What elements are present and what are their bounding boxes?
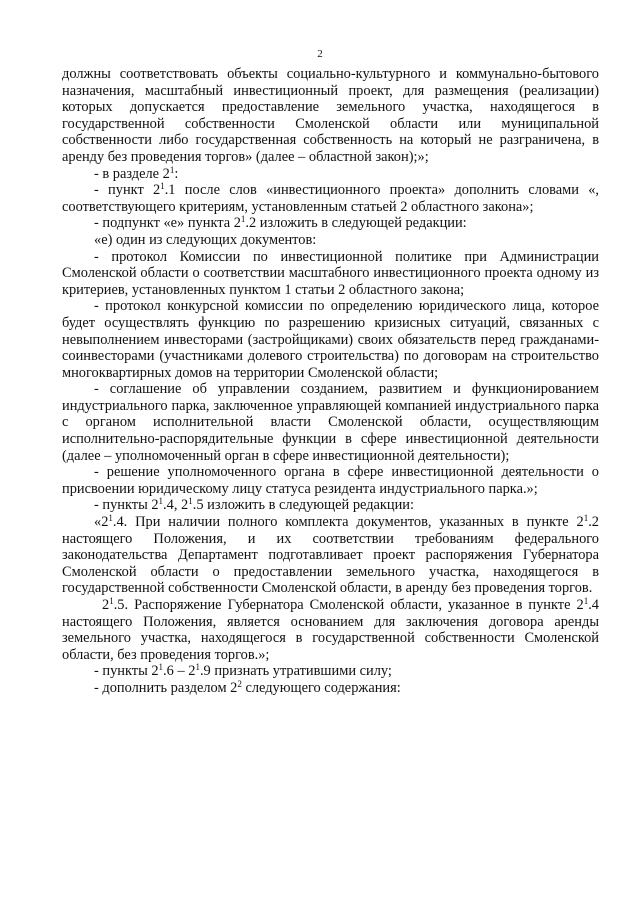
superscript: 1 [109,596,114,606]
text-run: .4, 2 [163,497,189,514]
paragraph-p1 [62,66,599,166]
paragraph-p13 [62,663,599,680]
document-body [62,66,599,697]
paragraph-p10 [62,497,599,514]
text-run: - пункты 2 [94,497,159,514]
paragraph-p9 [62,464,599,497]
text-run: - протокол конкурсной комиссии по определению юридического лица, которое будет осуществлять функцию по разрешению кризисных ситуаций, связанных с невыполнением инвесторами (застройщиками) своих обязательств перед гражданами-соинвесторами (участниками долевого строительства) по договорам на строительство многоквартирных домов на территории Смоленской области; [62,298,599,381]
paragraph-p12 [62,597,599,663]
text-run: .5. Распоряжение Губернатора Смоленской области, указанное в пункте 2 [113,597,584,613]
text-run: «2 [94,514,109,531]
paragraph-p14 [62,680,599,697]
page-number: 2 [317,48,323,60]
text-run: .1 после слов «инвестиционного проекта» дополнить словами «, соответствующего критериям, установленным статьей 2 областного закона»; [62,182,599,215]
superscript: 1 [108,513,113,524]
paragraph-p2 [62,166,599,183]
paragraph-p5 [62,232,599,249]
text-run: - соглашение об управлении созданием, развитием и функционированием индустриального парка, заключенное управляющей компанией индустриального парка с органом исполнительной власти Смоленской области, осуществляющим исполнительно-распорядительные функции в сфере инвестиционной деятельности (далее – уполномоченный орган в сфере инвестиционной деятельности); [62,381,599,464]
text-run: : [174,165,179,182]
paragraph-p3 [62,182,599,215]
superscript: 1 [188,496,193,507]
text-run: «е) один из следующих документов: [94,231,317,248]
superscript: 1 [583,513,589,524]
superscript: 2 [237,678,242,689]
superscript: 1 [240,214,246,225]
superscript: 1 [583,596,589,606]
paragraph-p11 [62,514,599,597]
text-run: .9 признать утратившими силу; [199,663,392,680]
text-run: 2 [102,597,110,613]
text-run: - пункты 2 [94,663,159,680]
text-run: .5 изложить в следующей редакции: [192,497,415,514]
text-run: .4 настоящего Положения, является основанием для заключения договора аренды земельного участка, находящегося в государственной собственности Смоленской области, без проведения торгов.»; [62,597,599,663]
superscript: 1 [158,662,164,673]
text-run: .2 изложить в следующей редакции: [245,215,467,232]
text-run: - подпункт «е» пункта 2 [94,215,241,232]
text-run: .6 – 2 [163,663,196,680]
text-run: - дополнить разделом 2 [94,679,238,696]
superscript: 1 [160,181,165,192]
paragraph-p4 [62,215,599,232]
text-run: .2 настоящего Положения, и их соответствии требованиям федерального законодательства Департамент подготавливает проект распоряжения Губернатора Смоленской области о предоставлении земельного участка, находящегося в государственной собственности Смоленской области, в аренду без проведения торгов. [62,514,599,597]
superscript: 1 [158,496,164,507]
paragraph-p7 [62,298,599,381]
text-run: - в разделе 2 [94,165,170,182]
superscript: 1 [195,662,200,673]
text-run: .4. При наличии полного комплекта документов, указанных в пункте 2 [112,514,584,531]
text-run: - пункт 2 [94,182,161,199]
text-run: следующего содержания: [241,679,401,696]
text-run: - протокол Комиссии по инвестиционной политике при Администрации Смоленской области о соответствии масштабного инвестиционного проекта одному из критериев, установленных пунктом 1 статьи 2 областного закона; [62,248,599,298]
superscript: 1 [169,164,175,175]
text-run: должны соответствовать объекты социально-культурного и коммунально-бытового назначения, масштабный инвестиционный проект, для размещения (реализации) которых допускается предоставление земельного участка, находящегося в государственной собственности Смоленской области или муниципальной собственности либо государственная собственность на который не разграничена, в аренду без проведения торгов» (далее – областной закон);»; [62,66,599,165]
text-run: - решение уполномоченного органа в сфере инвестиционной деятельности о присвоении юридическому лицу статуса резидента индустриального парка.»; [62,464,599,497]
paragraph-p8 [62,381,599,464]
paragraph-p6 [62,249,599,299]
